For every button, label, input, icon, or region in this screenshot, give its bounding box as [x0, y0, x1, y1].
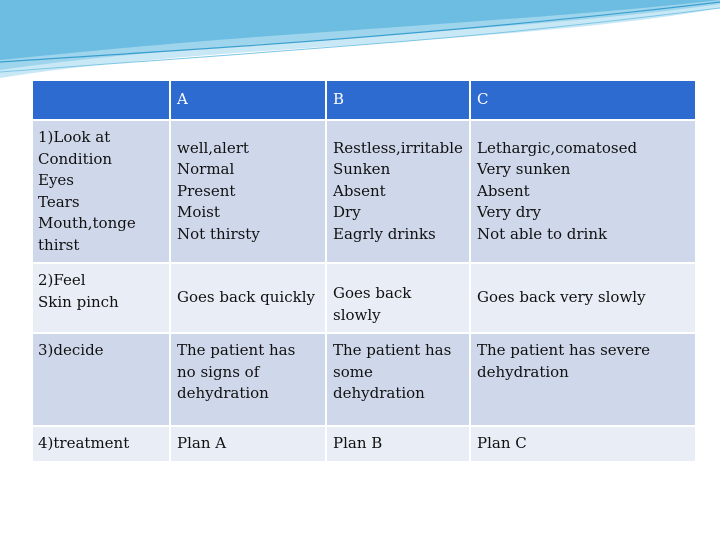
- row-label-treatment: 4)treatment: [32, 426, 170, 462]
- decorative-wave-banner: [0, 0, 720, 90]
- cell-treatment-b: Plan B: [326, 426, 470, 462]
- cell-line: well,alert: [177, 138, 249, 157]
- cell-decide-a: [170, 333, 326, 426]
- cell-line: Restless,irritable: [333, 138, 463, 157]
- cell-line: Normal: [177, 160, 235, 179]
- cell-line: dehydration: [177, 384, 269, 402]
- label-line: Mouth,tonge: [38, 214, 136, 232]
- label-line: Condition: [38, 149, 113, 168]
- header-cell-c: C: [470, 80, 696, 120]
- cell-line: Very dry: [477, 203, 541, 222]
- cell-line: Absent: [477, 181, 530, 200]
- cell-line: Lethargic,comatosed: [477, 138, 638, 157]
- header-cell-a: A: [170, 80, 326, 120]
- cell-feel-b: [326, 263, 470, 333]
- cell-look-c: [470, 120, 696, 263]
- cell-line: Very sunken: [477, 160, 571, 179]
- cell-feel-a: Goes back quickly: [170, 263, 326, 333]
- cell-line: The patient has: [333, 341, 452, 359]
- row-label-decide: 3)decide: [32, 333, 170, 426]
- cell-line: dehydration: [477, 362, 569, 381]
- cell-line: Not thirsty: [177, 224, 260, 243]
- cell-look-b: [326, 120, 470, 263]
- cell-line: Sunken: [333, 160, 391, 179]
- label-line: Eyes: [38, 171, 74, 189]
- dehydration-assessment-table: [31, 79, 695, 463]
- label-line: 2)Feel: [38, 271, 86, 289]
- cell-line: The patient has: [177, 341, 296, 359]
- cell-line: Goes back: [333, 284, 412, 302]
- row-label-feel: [32, 263, 170, 333]
- label-line: thirst: [38, 235, 80, 254]
- table-row-look: [32, 120, 696, 263]
- cell-treatment-c: Plan C: [470, 426, 696, 462]
- header-cell-b: B: [326, 80, 470, 120]
- cell-line: slowly: [333, 305, 381, 324]
- cell-line: Dry: [333, 203, 361, 222]
- table-row-decide: [32, 333, 696, 426]
- row-label-look: [32, 120, 170, 263]
- label-line: 1)Look at: [38, 128, 111, 146]
- label-line: Tears: [38, 192, 80, 211]
- cell-feel-c: Goes back very slowly: [470, 263, 696, 333]
- cell-treatment-a: Plan A: [170, 426, 326, 462]
- cell-line: Not able to drink: [477, 224, 608, 243]
- cell-line: dehydration: [333, 384, 425, 402]
- header-cell-empty: [32, 80, 170, 120]
- cell-line: no signs of: [177, 362, 260, 381]
- cell-line: Moist: [177, 203, 220, 222]
- cell-look-a: [170, 120, 326, 263]
- cell-line: Absent: [333, 181, 386, 200]
- cell-line: Eagrly drinks: [333, 224, 436, 243]
- cell-line: The patient has severe: [477, 341, 651, 359]
- table-row-treatment: [32, 426, 696, 462]
- cell-decide-b: [326, 333, 470, 426]
- cell-line: some: [333, 362, 373, 381]
- cell-line: Present: [177, 181, 236, 200]
- table-row-feel: [32, 263, 696, 333]
- table-header-row: [32, 80, 696, 120]
- label-line: Skin pinch: [38, 292, 119, 311]
- cell-decide-c: [470, 333, 696, 426]
